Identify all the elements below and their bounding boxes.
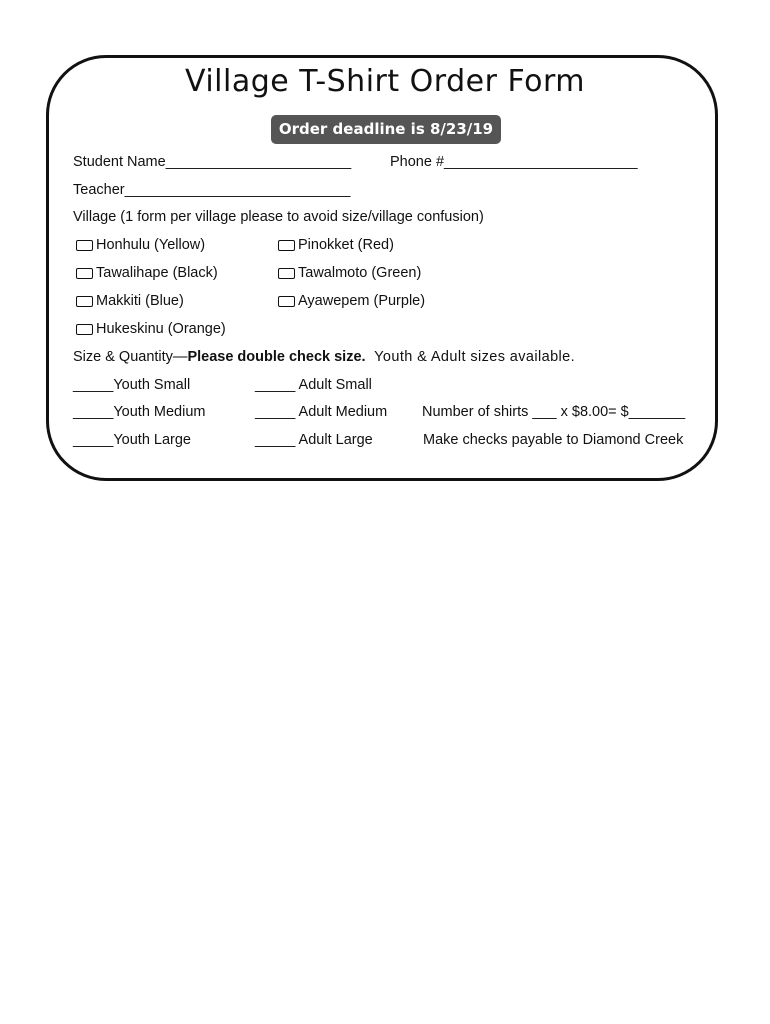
checkbox[interactable]	[76, 324, 93, 335]
checkbox[interactable]	[278, 296, 295, 307]
village-option-label: Tawalihape (Black)	[96, 265, 218, 281]
village-option-makkiti[interactable]	[76, 292, 184, 310]
adult-medium-field[interactable]: _____ Adult Medium	[255, 404, 388, 420]
village-option-pinokket[interactable]	[278, 236, 394, 254]
student-name-field[interactable]: Student Name_______________________	[73, 154, 352, 170]
checks-payable-note: Make checks payable to Diamond Creek	[423, 432, 684, 448]
adult-small-field[interactable]: _____ Adult Small	[255, 377, 372, 393]
checkbox[interactable]	[278, 240, 295, 251]
youth-large-field[interactable]: _____Youth Large	[73, 432, 191, 448]
village-option-tawalmoto[interactable]	[278, 264, 421, 282]
village-option-label: Honhulu (Yellow)	[96, 237, 206, 253]
village-option-honhulu[interactable]	[76, 236, 205, 254]
checkbox[interactable]	[76, 296, 93, 307]
size-quantity-heading	[73, 348, 575, 366]
form-title: Village T-Shirt Order Form	[184, 64, 586, 99]
size-quantity-prefix: Size & Quantity—	[73, 349, 188, 365]
village-option-label: Hukeskinu (Orange)	[96, 321, 226, 337]
village-option-hukeskinu[interactable]	[76, 320, 226, 338]
number-of-shirts-field[interactable]: Number of shirts ___ x $8.00= $_______	[422, 404, 686, 420]
village-instructions: Village (1 form per village please to avoid size/village confusion)	[73, 209, 484, 225]
youth-small-field[interactable]: _____Youth Small	[73, 377, 191, 393]
youth-medium-field[interactable]: _____Youth Medium	[73, 404, 206, 420]
checkbox[interactable]	[278, 268, 295, 279]
adult-large-field[interactable]: _____ Adult Large	[255, 432, 373, 448]
phone-field[interactable]: Phone #________________________	[390, 154, 638, 170]
village-option-label: Pinokket (Red)	[298, 237, 394, 253]
checkbox[interactable]	[76, 268, 93, 279]
village-option-tawalihape[interactable]	[76, 264, 218, 282]
village-option-label: Tawalmoto (Green)	[298, 265, 422, 281]
village-option-ayawepem[interactable]	[278, 292, 425, 310]
size-quantity-warning: Please double check size.	[187, 349, 366, 365]
checkbox[interactable]	[76, 240, 93, 251]
size-quantity-note: Youth & Adult sizes available.	[365, 349, 576, 365]
teacher-field[interactable]: Teacher____________________________	[73, 182, 351, 198]
village-option-label: Makkiti (Blue)	[96, 293, 184, 309]
village-option-label: Ayawepem (Purple)	[298, 293, 426, 309]
deadline-badge: Order deadline is 8/23/19	[271, 115, 501, 144]
